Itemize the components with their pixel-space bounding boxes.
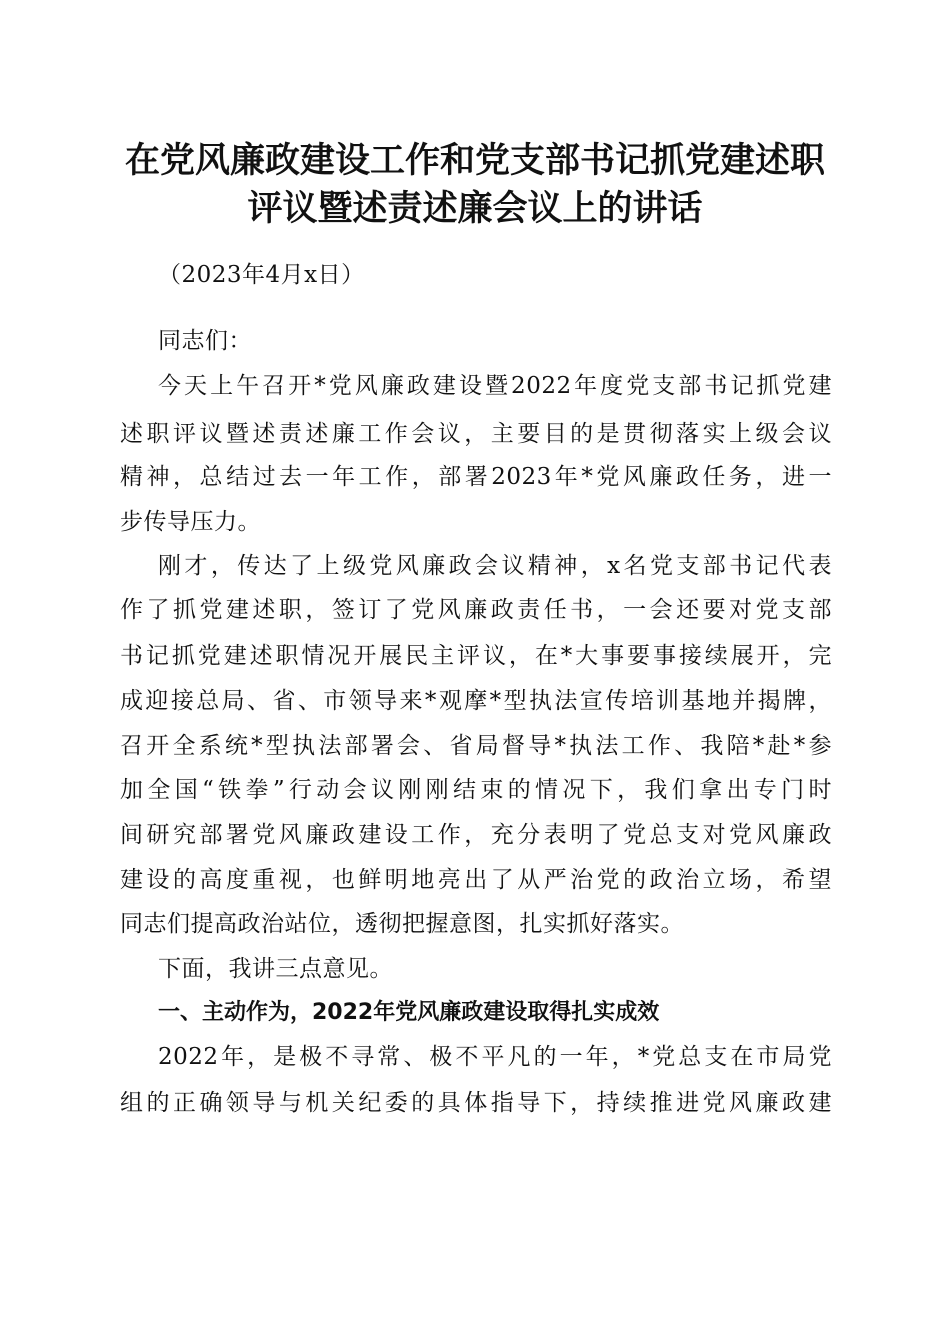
paragraph-2-line-6: 加全国“铁拳”行动会议刚刚结束的情况下，我们拿出专门时 bbox=[120, 777, 832, 803]
paragraph-2-line-8: 建设的高度重视，也鲜明地亮出了从严治党的政治立场，希望 bbox=[120, 867, 832, 893]
paragraph-1-line-1: 今天上午召开*党风廉政建设暨2022年度党支部书记抓党建 bbox=[158, 373, 832, 399]
paragraph-2-line-9: 同志们提高政治站位，透彻把握意图，扎实抓好落实。 bbox=[120, 911, 684, 937]
paragraph-2-line-4: 成迎接总局、省、市领导来*观摩*型执法宣传培训基地并揭牌， bbox=[120, 688, 832, 714]
section-paragraph-line-2: 组的正确领导与机关纪委的具体指导下，持续推进党风廉政建 bbox=[120, 1090, 832, 1116]
paragraph-1-line-4: 步传导压力。 bbox=[120, 509, 261, 535]
paragraph-1-line-3: 精神，总结过去一年工作，部署2023年*党风廉政任务，进一 bbox=[120, 464, 832, 490]
section-paragraph-line-1: 2022年，是极不寻常、极不平凡的一年，*党总支在市局党 bbox=[158, 1044, 832, 1070]
paragraph-3-line-1: 下面，我讲三点意见。 bbox=[158, 956, 393, 982]
document-title-line-2: 评议暨述责述廉会议上的讲话 bbox=[247, 188, 703, 229]
paragraph-2-line-7: 间研究部署党风廉政建设工作，充分表明了党总支对党风廉政 bbox=[120, 822, 832, 848]
speech-date: （2023年4月x日） bbox=[158, 262, 365, 288]
paragraph-2-line-1: 刚才，传达了上级党风廉政会议精神，x名党支部书记代表 bbox=[158, 553, 832, 579]
paragraph-1-line-2: 述职评议暨述责述廉工作会议，主要目的是贯彻落实上级会议 bbox=[120, 421, 832, 447]
paragraph-2-line-5: 召开全系统*型执法部署会、省局督导*执法工作、我陪*赴*参 bbox=[120, 733, 832, 759]
section-heading: 一、主动作为，2022年党风廉政建设取得扎实成效 bbox=[158, 1000, 660, 1025]
salutation: 同志们： bbox=[158, 328, 252, 354]
paragraph-2-line-2: 作了抓党建述职，签订了党风廉政责任书，一会还要对党支部 bbox=[120, 597, 832, 623]
paragraph-2-line-3: 书记抓党建述职情况开展民主评议，在*大事要事接续展开，完 bbox=[120, 643, 832, 669]
document-title-line-1: 在党风廉政建设工作和党支部书记抓党建述职 bbox=[124, 140, 825, 181]
